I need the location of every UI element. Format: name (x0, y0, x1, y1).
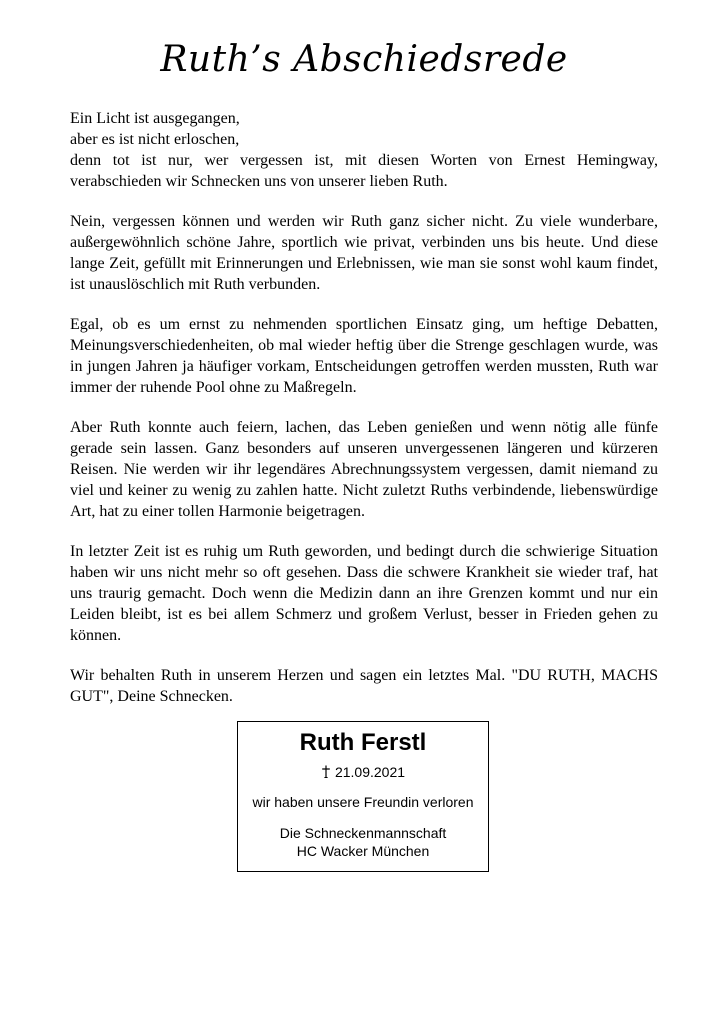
speech-paragraph: Nein, vergessen können und werden wir Ruth ganz sicher nicht. Zu viele wunderbare, außergewöhnlich schöne Jahre, sportlich wie privat, verbinden uns bis heute. Und diese lange Zeit, gefüllt mit Erinnerungen und Erlebnissen, wie man sie sonst wohl kaum findet, ist unauslöschlich mit Ruth verbunden. (70, 213, 658, 293)
memorial-date: 21.09.2021 (334, 764, 406, 780)
opening-line: aber es ist nicht erloschen, (70, 131, 240, 148)
page-title: Ruth’s Abschiedsrede (160, 39, 568, 80)
memorial-name: Ruth Ferstl (299, 729, 427, 756)
memorial-note: wir haben unsere Freundin verloren (252, 794, 474, 810)
speech-paragraph: Wir behalten Ruth in unserem Herzen und sagen ein letztes Mal. "DU RUTH, MACHS GUT", Deine Schnecken. (70, 667, 658, 705)
opening-line: Ein Licht ist ausgegangen, (70, 110, 240, 127)
speech-paragraph: Egal, ob es um ernst zu nehmenden sportlichen Einsatz ging, um heftige Debatten, Meinungsverschiedenheiten, ob mal wieder heftig über die Strenge geschlagen wurde, was in jungen Jahren ja häufiger vorkam, Entscheidungen getroffen werden mussten, Ruth war immer der ruhende Pool ohne zu Maßregeln. (70, 316, 658, 396)
speech-text (70, 108, 658, 726)
opening-paragraph (70, 108, 658, 192)
cross-icon (321, 765, 331, 778)
memorial-team-line: HC Wacker München (296, 843, 430, 859)
speech-paragraph: Aber Ruth konnte auch feiern, lachen, das Leben genießen und wenn nötig alle fünfe gerade sein lassen. Ganz besonders auf unseren unvergessenen längeren und kürzeren Reisen. Nie werden wir ihr legendäres Abrechnungssystem vergessen, damit niemand zu viel und keiner zu wenig zu zahlen hatte. Nicht zuletzt Ruths verbindende, liebenswürdige Art, hat zu einer tollen Harmonie beigetragen. (70, 419, 658, 520)
memorial-date-line (238, 763, 488, 781)
memorial-team (238, 824, 488, 860)
memorial-team-line: Die Schneckenmannschaft (279, 825, 447, 841)
speech-paragraph: In letzter Zeit ist es ruhig um Ruth geworden, und bedingt durch die schwierige Situation haben wir uns nicht mehr so oft gesehen. Dass die schwere Krankheit sie wieder traf, hat uns traurig gemacht. Doch wenn die Medizin dann an ihre Grenzen kommt und nur ein Leiden bleibt, ist es bei allem Schmerz und großem Verlust, besser in Frieden gehen zu können. (70, 543, 658, 644)
opening-line: denn tot ist nur, wer vergessen ist, mit diesen Worten von Ernest Hemingway, verabschieden wir Schnecken uns von unserer lieben Ruth. (70, 152, 658, 190)
memorial-box (237, 721, 489, 872)
